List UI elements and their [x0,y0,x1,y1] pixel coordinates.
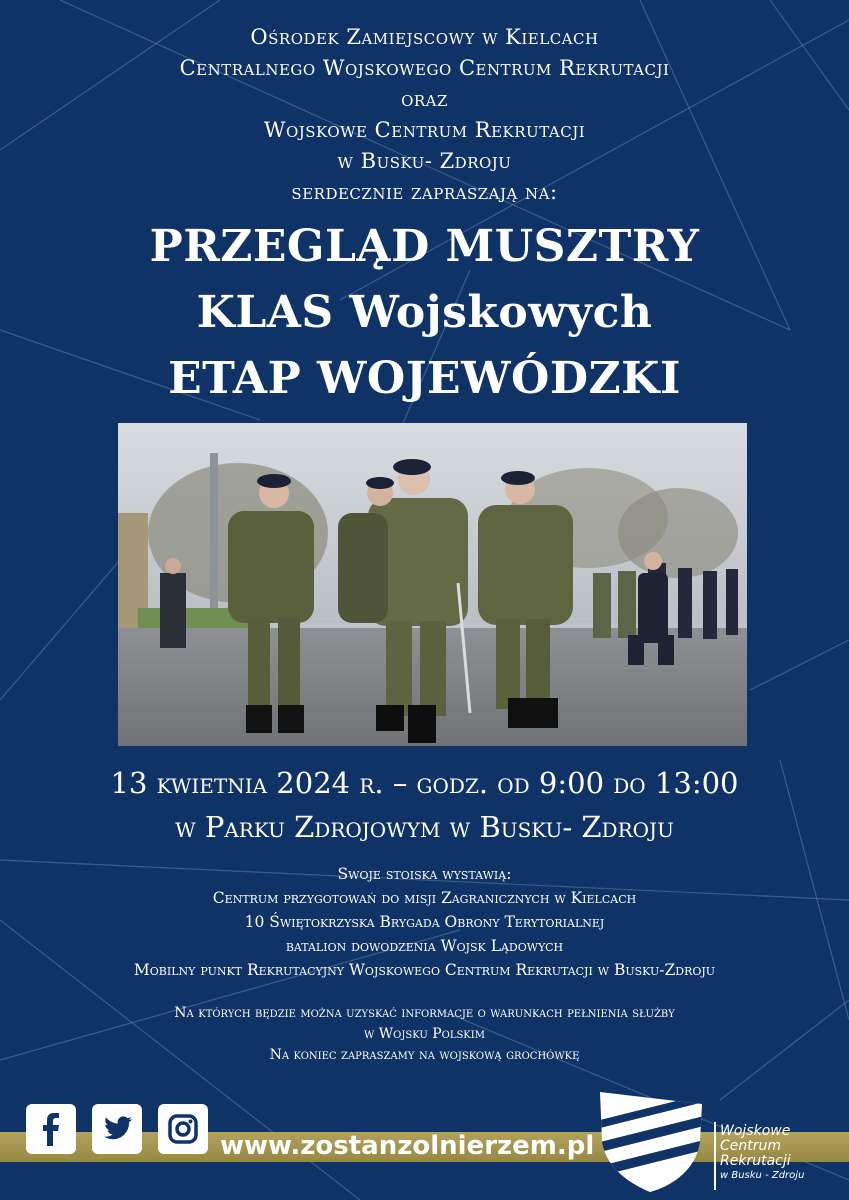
logo-divider [714,1122,716,1190]
photo-illustration [118,423,747,746]
shield-logo-icon [592,1082,712,1194]
info-line: w Wojsku Polskim [364,1026,485,1042]
event-place: w Parku Zdrojowym w Busku- Zdroju [175,810,674,844]
exhibitor-item: Mobilny punkt Rekrutacyjny Wojskowego Centrum Rekrutacji w Busku-Zdroju [133,961,716,979]
exhibitor-item: 10 Świętokrzyska Brygada Obrony Terytorialnej [244,913,605,931]
logo-wordmark [720,1124,845,1183]
instagram-icon[interactable] [158,1104,208,1154]
website-link[interactable]: www.zostanzolnierzem.pl [220,1131,595,1161]
event-details [0,761,849,849]
intro-line: Wojskowe Centrum Rekrutacji [263,118,586,142]
intro-line: oraz [401,87,448,111]
exhibitors-heading: Swoje stoiska wystawią: [337,865,512,883]
logo-line: w Busku - Zdroju [720,1170,805,1181]
twitter-icon[interactable] [92,1104,142,1154]
facebook-icon[interactable] [26,1104,76,1154]
info-line: Na których będzie można uzyskać informacje o warunkach pełnienia służby [174,1005,675,1021]
title-line: PRZEGLĄD MUSZTRY [149,221,700,272]
main-title [0,214,849,412]
exhibitor-item: Centrum przygotowań do misji Zagranicznych w Kielcach [212,889,637,907]
logo-line: Rekrutacji [720,1153,791,1169]
exhibitor-item: batalion dowodzenia Wojsk Lądowych [285,937,564,955]
exhibitors-list [0,862,849,982]
cadets-marching-photo [118,423,747,746]
info-line: Na koniec zapraszamy na wojskową grochówkę [269,1047,580,1063]
event-date-time: 13 kwietnia 2024 r. – godz. od 9:00 do 13:00 [110,766,739,800]
logo-line: Centrum [720,1138,782,1154]
intro-text [0,22,849,208]
title-line: ETAP WOJEWÓDZKI [168,353,681,404]
logo-line: Wojskowe [720,1123,791,1139]
intro-line: w Busku- Zdroju [337,149,512,173]
title-line: KLAS Wojskowych [196,287,653,338]
intro-line: Centralnego Wojskowego Centrum Rekrutacji [179,56,670,80]
additional-info [0,1003,849,1066]
intro-line: serdecznie zapraszają na: [291,180,558,204]
intro-line: Ośrodek Zamiejscowy w Kielcach [250,25,599,49]
